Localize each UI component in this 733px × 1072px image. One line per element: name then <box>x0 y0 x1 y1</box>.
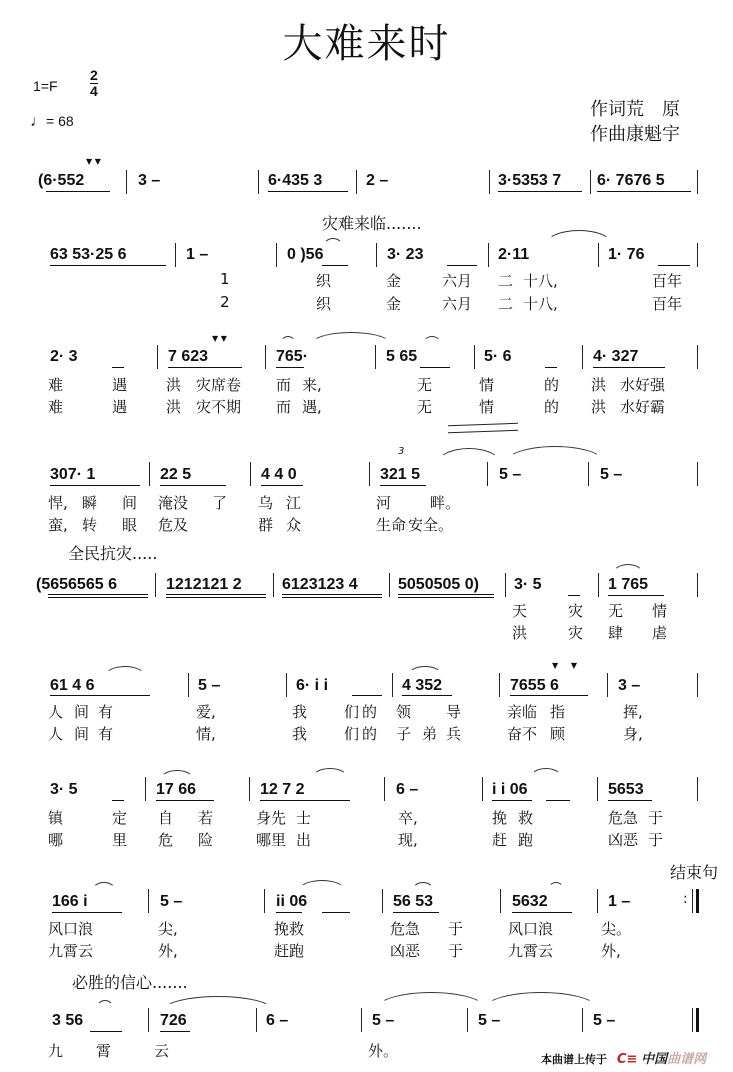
time-signature-bottom: 4 <box>90 83 98 99</box>
accent-marks: ▼ ▼ <box>212 334 227 343</box>
slur <box>160 770 194 780</box>
accent-marks: ▼ ▼ <box>552 661 578 670</box>
barline <box>697 243 698 267</box>
measure: 5 – <box>160 893 183 910</box>
barline <box>157 345 158 369</box>
measure: 63 53·25 6 <box>50 246 127 263</box>
triplet-mark: 3 <box>398 446 405 457</box>
measure: 726 <box>160 1012 187 1029</box>
beam <box>380 485 426 486</box>
barline <box>175 243 176 267</box>
tie <box>505 446 605 463</box>
barline <box>482 777 483 801</box>
tie <box>162 996 274 1011</box>
song-title: 大难来时 <box>282 21 451 67</box>
measure: 6123123 4 <box>282 576 358 593</box>
measure: 6 – <box>266 1012 289 1029</box>
beam <box>160 1031 190 1032</box>
beam <box>282 594 382 595</box>
beam <box>48 597 148 598</box>
measure: 1 – <box>186 246 209 263</box>
slur <box>298 880 346 891</box>
beam <box>52 912 122 913</box>
barline <box>489 170 490 194</box>
measure: 5653 <box>608 781 644 798</box>
measure: 307· 1 <box>50 466 96 483</box>
barline <box>597 777 598 801</box>
beam <box>50 695 150 696</box>
cue-text: 全民抗灾..... <box>68 544 158 563</box>
measure: 166 i <box>52 893 88 910</box>
beam <box>276 912 302 913</box>
site-logo-icon: C≡ <box>616 1052 638 1067</box>
barline <box>590 170 591 194</box>
slur <box>548 882 564 890</box>
measure: 6 – <box>396 781 419 798</box>
composer-credit: 作曲康魁宇 <box>590 124 680 145</box>
barline <box>467 1008 468 1032</box>
beam <box>166 597 266 598</box>
lyric: 十八, <box>523 295 558 313</box>
beam <box>352 695 382 696</box>
final-barline <box>696 1008 699 1032</box>
measure: 0 )56 <box>287 246 324 263</box>
measure: 4 4 0 <box>261 466 297 483</box>
accent-marks: ▼ ▼ <box>86 157 101 166</box>
repeat-dots: : <box>683 891 688 907</box>
lyric-line-verse-1: 难 遇 洪 灾席卷 而 来, 无 情 的 洪 水好强 <box>48 376 666 394</box>
measure: 5 – <box>478 1012 501 1029</box>
barline <box>697 673 698 697</box>
slur <box>408 666 442 675</box>
barline <box>597 889 598 913</box>
barline <box>392 673 393 697</box>
quarter-note-icon: ♩ <box>30 113 46 130</box>
barline <box>276 243 277 267</box>
barline <box>265 345 266 369</box>
slur <box>423 336 441 344</box>
measure: 6· i i <box>296 677 329 694</box>
slur <box>612 564 644 575</box>
beam <box>510 695 588 696</box>
lyric-line-verse-1: 镇 定 自 若 身先 士 卒, 挽 救 危急 于 <box>48 809 664 827</box>
barline <box>598 573 599 597</box>
barline <box>264 889 265 913</box>
beam <box>546 800 570 801</box>
beam <box>393 912 439 913</box>
lyric: 金 <box>386 272 402 290</box>
barline <box>369 462 370 486</box>
measure: 5050505 0) <box>398 576 479 593</box>
diminuendo-hairpin <box>448 423 518 433</box>
barline <box>148 889 149 913</box>
lyric-line: 九 霄 云 外。 <box>48 1042 399 1060</box>
barline <box>384 777 385 801</box>
measure: 3 – <box>618 677 641 694</box>
measure: 56 53 <box>393 893 434 910</box>
measure: 765· <box>276 348 309 365</box>
barline <box>588 462 589 486</box>
lyric-line-verse-1: 风口浪 尖, 挽救 危急 于 风口浪 尖。 <box>48 920 632 938</box>
lyric: 六月 <box>442 272 473 290</box>
barline <box>697 170 698 194</box>
barline <box>697 345 698 369</box>
barline <box>155 573 156 597</box>
measure: i i 06 <box>492 781 528 798</box>
measure: 6·435 3 <box>268 172 323 189</box>
measure: 5 65 <box>386 348 418 365</box>
lyric-line-verse-1: 人 间 有 爱, 我 们 的 领 导 亲临 指 挥, <box>48 703 643 721</box>
barline <box>607 673 608 697</box>
measure: (6·552 <box>38 172 85 189</box>
barline <box>582 345 583 369</box>
beam <box>260 800 350 801</box>
barline <box>505 573 506 597</box>
beam <box>322 265 348 266</box>
lyric-line-verse-2: 难 遇 洪 灾不期 而 遇, 无 情 的 洪 水好霸 <box>48 398 666 416</box>
tie <box>310 332 392 345</box>
barline <box>500 889 501 913</box>
beam <box>268 191 348 192</box>
barline <box>375 345 376 369</box>
tie <box>545 230 613 245</box>
barline <box>692 889 693 913</box>
beam <box>608 800 652 801</box>
barline <box>487 462 488 486</box>
beam <box>282 597 382 598</box>
measure: 5 – <box>198 677 221 694</box>
beam <box>112 800 124 801</box>
measure: 5· 6 <box>484 348 512 365</box>
measure: 17 66 <box>156 781 197 798</box>
measure: 3· 23 <box>387 246 424 263</box>
beam <box>402 695 452 696</box>
measure: 6· 7676 5 <box>597 172 665 189</box>
barline <box>474 345 475 369</box>
beam <box>156 800 214 801</box>
beam <box>168 367 242 368</box>
barline <box>382 889 383 913</box>
beam <box>658 265 690 266</box>
measure: 4· 327 <box>593 348 639 365</box>
measure: 5 – <box>593 1012 616 1029</box>
beam <box>398 597 494 598</box>
measure: 2·11 <box>498 246 530 263</box>
barline <box>389 573 390 597</box>
lyric: 二 <box>498 295 514 313</box>
beam <box>46 191 110 192</box>
measure: 5 – <box>372 1012 395 1029</box>
lyric: 金 <box>386 295 402 313</box>
beam <box>545 367 557 368</box>
beam <box>593 367 665 368</box>
barline <box>273 573 274 597</box>
lyric: 织 <box>316 295 332 313</box>
measure: 1· 76 <box>608 246 645 263</box>
beam <box>498 191 582 192</box>
measure: 22 5 <box>160 466 192 483</box>
measure: 2· 3 <box>50 348 78 365</box>
slur <box>104 666 146 677</box>
measure: 7 623 <box>168 348 209 365</box>
tie <box>376 992 486 1009</box>
measure: 1212121 2 <box>166 576 242 593</box>
lyric: 织 <box>316 272 332 290</box>
lyric: 十八, <box>523 272 558 290</box>
barline <box>256 1008 257 1032</box>
barline <box>499 673 500 697</box>
slur <box>92 882 116 891</box>
measure: 3·5353 7 <box>498 172 562 189</box>
tie <box>484 992 598 1009</box>
cue-text: 灾难来临....... <box>322 214 422 233</box>
lyric: 百年 <box>652 272 683 290</box>
measure: 321 5 <box>380 466 421 483</box>
slur <box>280 336 296 344</box>
beam <box>447 265 477 266</box>
beam <box>420 367 450 368</box>
lyric-line-verse-1: 悍, 瞬 间 淹没 了 乌 江 河 畔。 <box>48 494 461 512</box>
tempo-marking: ♩= 68 <box>30 113 74 130</box>
lyric-line-verse-2: 蛮, 转 眼 危及 群 众 生命 安全。 <box>48 516 454 534</box>
lyric: 二 <box>498 272 514 290</box>
barline <box>361 1008 362 1032</box>
lyric-line-verse-1: 天 灾 无 情 <box>512 602 668 620</box>
barline <box>697 573 698 597</box>
measure: 4 352 <box>402 677 443 694</box>
lyric-line-verse-2: 洪 灾 肆 虐 <box>512 624 668 642</box>
measure: 61 4 6 <box>50 677 95 694</box>
lyricist-credit: 作词荒 原 <box>590 99 680 120</box>
lyric-line-verse-2: 人 间 有 情, 我 们 的 子 弟 兵 奋不 顾 身, <box>48 725 643 743</box>
measure: 1 – <box>608 893 631 910</box>
measure: 7655 6 <box>510 677 559 694</box>
measure: 1 765 <box>608 576 649 593</box>
barline <box>250 462 251 486</box>
measure: 3 – <box>138 172 161 189</box>
end-repeat-barline <box>696 889 699 913</box>
barline <box>126 170 127 194</box>
measure: 3· 5 <box>514 576 542 593</box>
measure: ii 06 <box>276 893 308 910</box>
barline <box>697 777 698 801</box>
measure: 5 – <box>600 466 623 483</box>
barline <box>582 1008 583 1032</box>
measure: 12 7 2 <box>260 781 305 798</box>
beam <box>160 485 226 486</box>
lyric-line-verse-2: 九霄云 外, 赶跑 凶恶 于 九霄云 外, <box>48 942 621 960</box>
beam <box>512 912 572 913</box>
slur <box>96 1000 114 1009</box>
beam <box>50 265 166 266</box>
beam <box>492 800 532 801</box>
beam <box>112 367 124 368</box>
barline <box>692 1008 693 1032</box>
beam <box>166 594 266 595</box>
barline <box>697 462 698 486</box>
beam <box>90 1031 122 1032</box>
time-signature <box>90 68 98 99</box>
barline <box>258 170 259 194</box>
watermark: 本曲谱上传于 C≡ 中国曲谱网 <box>541 1052 707 1067</box>
barline <box>286 673 287 697</box>
beam <box>398 594 494 595</box>
beam <box>48 594 148 595</box>
beam <box>568 595 580 596</box>
time-signature-top: 2 <box>90 67 98 83</box>
slur <box>312 768 348 778</box>
key-signature: 1=F <box>33 78 58 94</box>
slur <box>412 882 434 891</box>
measure: 5632 <box>512 893 548 910</box>
beam <box>608 595 664 596</box>
verse-number: 2 <box>220 293 230 311</box>
measure: 3 56 <box>52 1012 84 1029</box>
beam <box>276 367 304 368</box>
beam <box>322 912 350 913</box>
barline <box>376 243 377 267</box>
measure: 5 – <box>499 466 522 483</box>
barline <box>145 777 146 801</box>
beam <box>50 485 140 486</box>
lyric-line-verse-2: 哪 里 危 险 哪里 出 现, 赶 跑 凶恶 于 <box>48 831 664 849</box>
tie <box>436 448 502 465</box>
barline <box>488 243 489 267</box>
lyric: 百年 <box>652 295 683 313</box>
verse-number: 1 <box>220 270 230 288</box>
measure: 3· 5 <box>50 781 78 798</box>
barline <box>598 243 599 267</box>
lyric: 六月 <box>442 295 473 313</box>
measure: (5656565 6 <box>36 576 117 593</box>
barline <box>188 673 189 697</box>
beam <box>597 191 691 192</box>
measure: 2 – <box>366 172 389 189</box>
slur <box>530 768 562 778</box>
slur <box>323 238 343 247</box>
barline <box>356 170 357 194</box>
cue-text: 必胜的信心....... <box>72 973 188 992</box>
beam <box>261 485 303 486</box>
barline <box>149 462 150 486</box>
barline <box>249 777 250 801</box>
ending-label: 结束句 <box>670 863 719 882</box>
barline <box>148 1008 149 1032</box>
